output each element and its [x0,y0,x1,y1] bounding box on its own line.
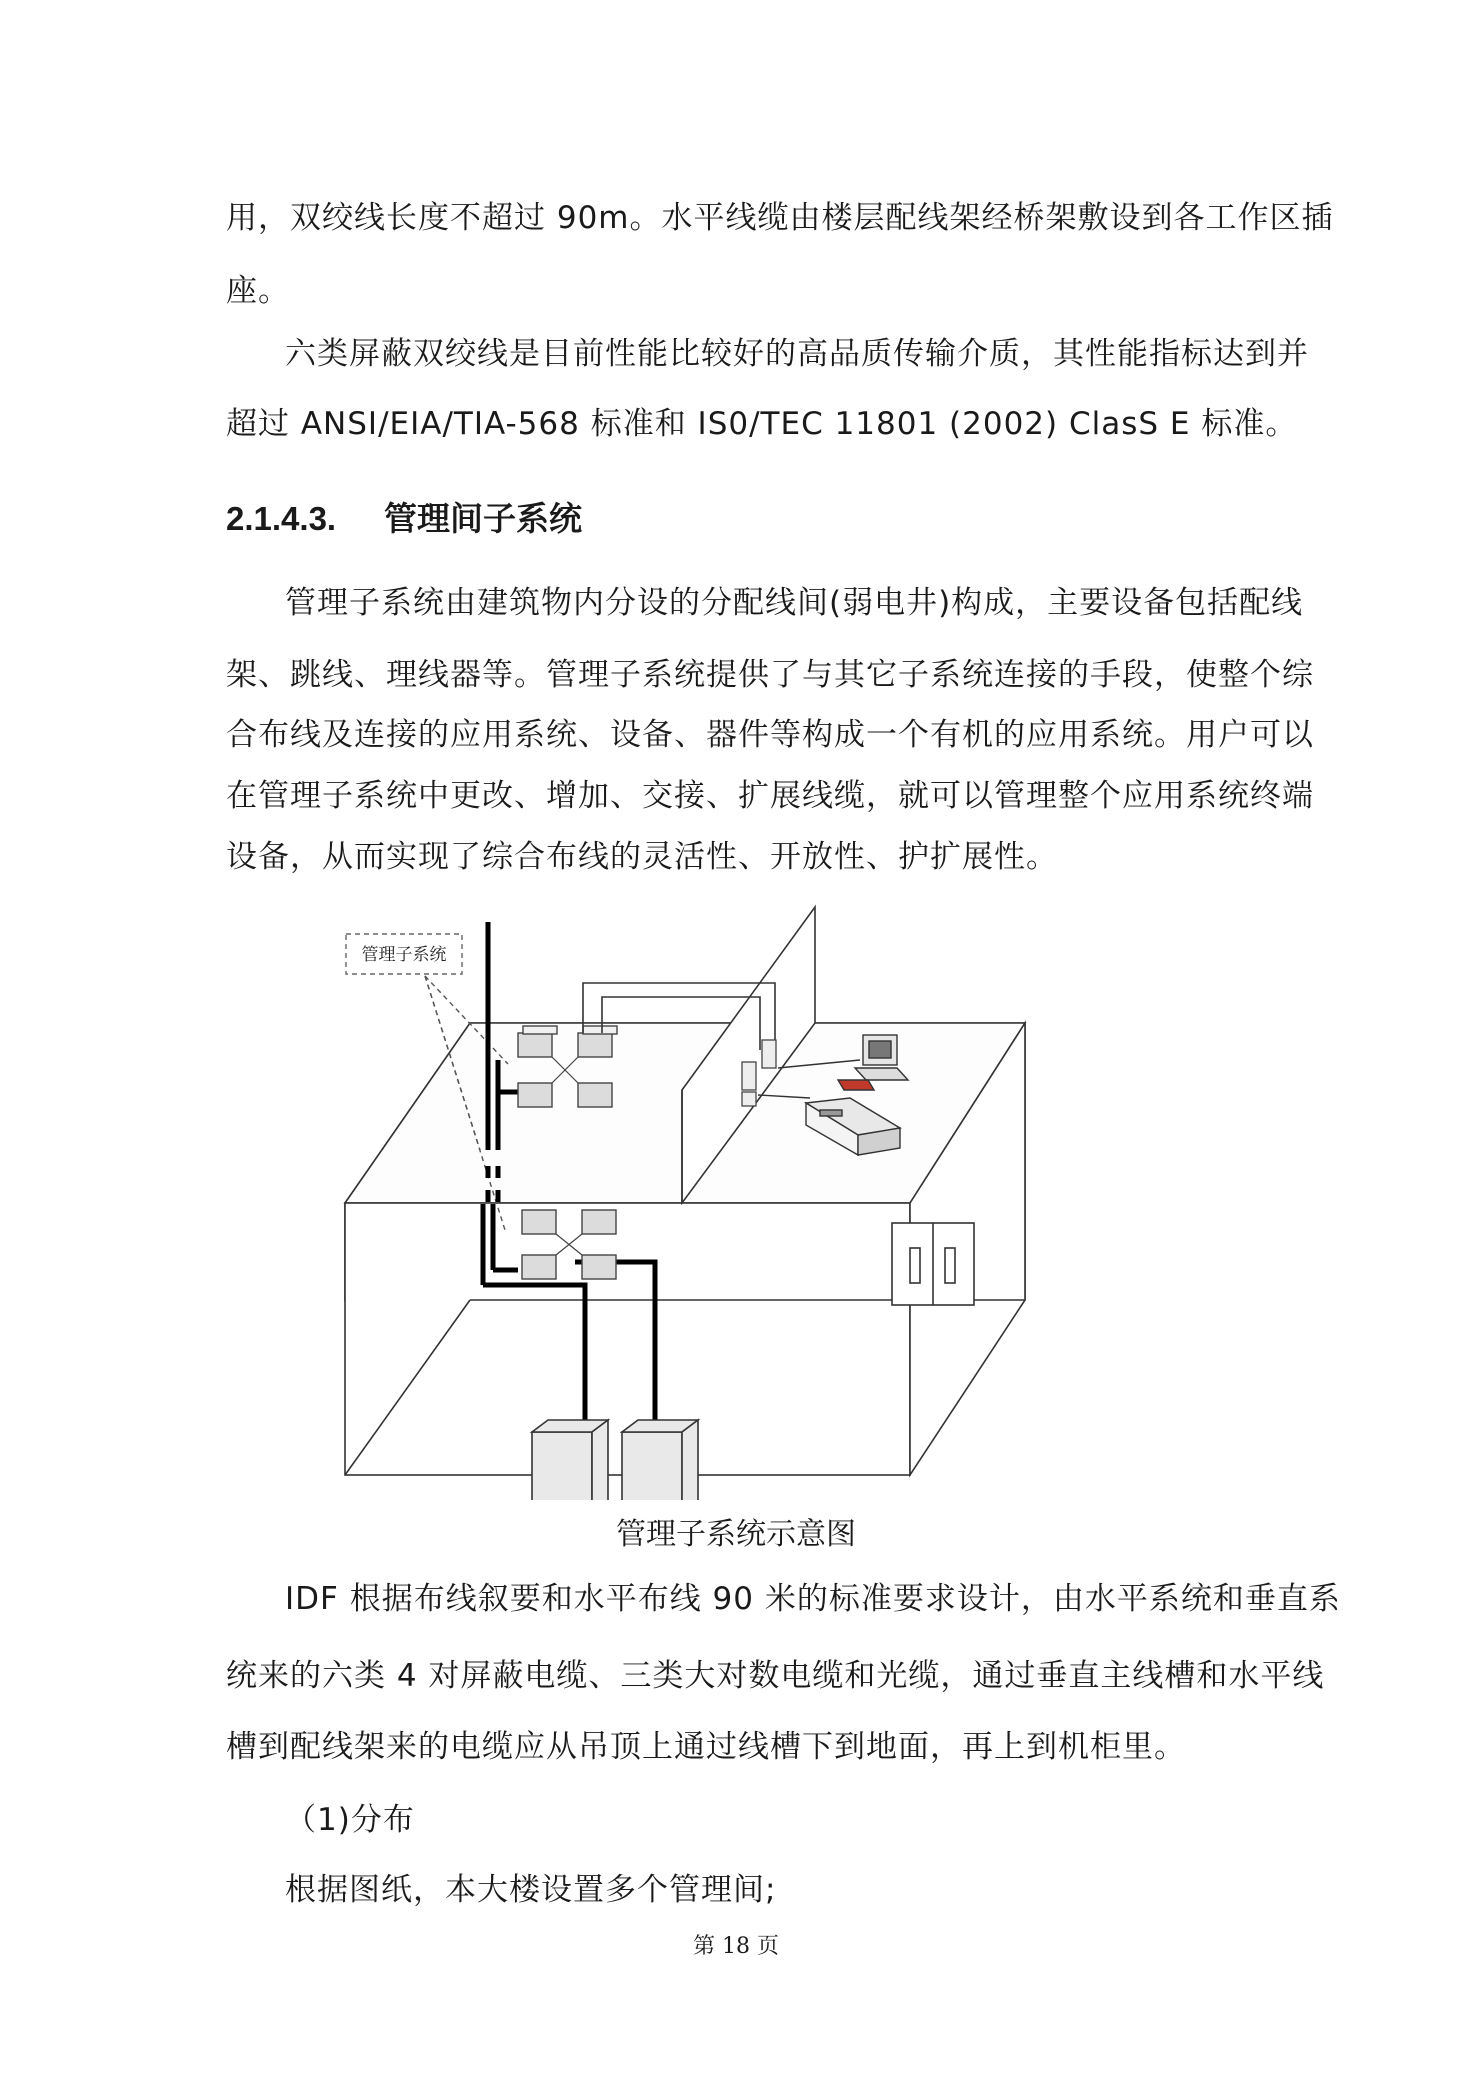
paragraph-line: 六类屏蔽双绞线是目前性能比较好的高品质传输介质，其性能指标达到并 [285,336,1309,372]
section-title: 管理间子系统 [384,499,582,538]
paragraph-line: 管理子系统由建筑物内分设的分配线间(弱电井)构成，主要设备包括配线 [285,585,1304,621]
paragraph-line: 架、跳线、理线器等。管理子系统提供了与其它子系统连接的手段，使整个综 [226,657,1314,693]
paragraph-line: 座。 [226,273,290,309]
paragraph-line: IDF 根据布线叙要和水平布线 90 米的标准要求设计，由水平系统和垂直系 [285,1581,1341,1617]
paragraph-line: 槽到配线架来的电缆应从吊顶上通过线槽下到地面，再上到机柜里。 [226,1729,1186,1765]
figure-caption: 管理子系统示意图 [616,1517,856,1552]
paragraph-line: （1)分布 [285,1802,415,1838]
paragraph-line: 用，双绞线长度不超过 90m。水平线缆由楼层配线架经桥架敷设到各工作区插 [226,200,1334,236]
figure-label: 管理子系统 [361,945,447,965]
page-number: 第 18 页 [693,1934,779,1959]
paragraph-line: 设备，从而实现了综合布线的灵活性、开放性、护扩展性。 [226,839,1058,875]
paragraph-line: 合布线及连接的应用系统、设备、器件等构成一个有机的应用系统。用户可以 [226,717,1314,753]
paragraph-line: 超过 ANSI/EIA/TIA-568 标准和 IS0/TEC 11801 (2002) ClasS E 标准。 [226,406,1298,442]
paragraph-line: 统来的六类 4 对屏蔽电缆、三类大对数电缆和光缆，通过垂直主线槽和水平线 [226,1658,1325,1694]
paragraph-line: 在管理子系统中更改、增加、交接、扩展线缆，就可以管理整个应用系统终端 [226,778,1314,814]
paragraph-line: 根据图纸，本大楼设置多个管理间; [285,1872,777,1908]
section-number: 2.1.4.3. [226,500,337,537]
